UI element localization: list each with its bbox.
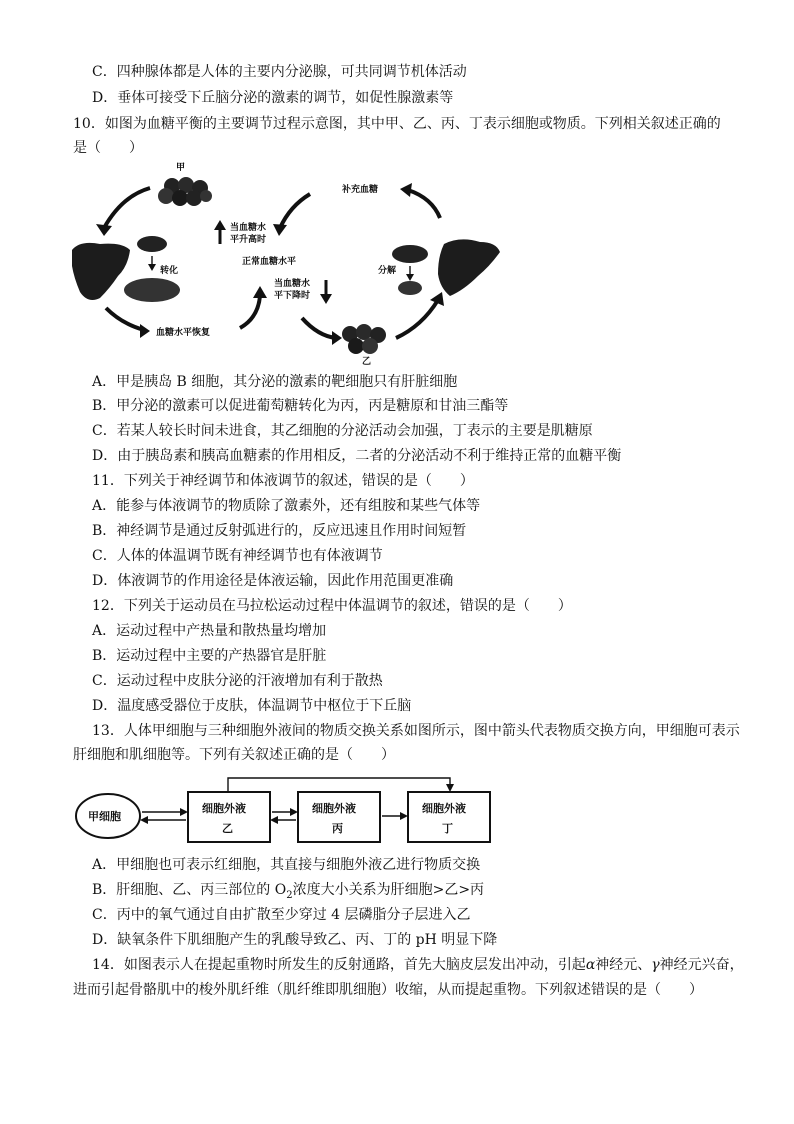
label-rise-1: 当血糖水: [230, 223, 267, 233]
fluid-yi-label-1: 细胞外液: [202, 802, 246, 815]
fluid-ding-label-1: 细胞外液: [422, 802, 466, 815]
q9-option-d: D．垂体可接受下丘脑分泌的激素的调节，如促性腺激素等: [92, 90, 454, 106]
q10-option-a: A．甲是胰岛 B 细胞，其分泌的激素的靶细胞只有肝脏细胞: [92, 374, 458, 390]
q10-option-d: D．由于胰岛素和胰高血糖素的作用相反，二者的分泌活动不利于维持正常的血糖平衡: [92, 448, 622, 464]
q11-option-c: C．人体的体温调节既有神经调节也有体液调节: [92, 548, 383, 564]
label-supplement: 补充血糖: [342, 185, 379, 195]
arrow-recover-to-normal: [240, 296, 260, 328]
q13-option-d: D．缺氧条件下肌细胞产生的乳酸导致乙、丙、丁的 pH 明显下降: [92, 932, 498, 948]
yi-cells-icon: [342, 324, 386, 354]
q10-stem-end: 是（ ）: [73, 140, 143, 156]
jia-cells-icon: [158, 177, 212, 206]
gamma-symbol: γ: [651, 957, 660, 973]
q14-stem-post: 神经元兴奋，: [659, 957, 744, 973]
q10-option-c: C．若某人较长时间未进食，其乙细胞的分泌活动会加强，丁表示的主要是肌糖原: [92, 423, 593, 439]
arrow-liver-to-supplement: [408, 190, 440, 218]
label-fall-1: 当血糖水: [274, 279, 311, 289]
q12-option-a: A．运动过程中产热量和散热量均增加: [92, 623, 327, 639]
arrow-supplement-to-jia: [280, 194, 310, 228]
q11-option-b: B．神经调节是通过反射弧进行的，反应迅速且作用时间短暂: [92, 523, 467, 539]
q13-option-a: A．甲细胞也可表示红细胞，其直接与细胞外液乙进行物质交换: [92, 857, 481, 873]
q13-stem: 13．人体甲细胞与三种细胞外液间的物质交换关系如图所示，图中箭头代表物质交换方向，甲细胞可表示: [92, 723, 740, 739]
q13-option-b-post: 浓度大小关系为肝细胞>乙>丙: [292, 882, 485, 898]
glycogen-oval-right: [392, 245, 428, 263]
label-decompose: 分解: [378, 266, 397, 276]
q12-option-c: C．运动过程中皮肤分泌的汗液增加有利于散热: [92, 673, 383, 689]
glycogen-oval-left: [124, 278, 180, 302]
label-rise-2: 平升高时: [230, 235, 267, 245]
q9-option-c: C．四种腺体都是人体的主要内分泌腺，可共同调节机体活动: [92, 64, 467, 80]
q12-option-b: B．运动过程中主要的产热器官是肝脏: [92, 648, 327, 664]
fluid-bing-label-2: 丙: [332, 822, 343, 835]
liver-left-icon: [72, 243, 130, 300]
liver-right-icon: [438, 239, 500, 296]
glucose-oval-top-left: [137, 236, 167, 252]
arrow-liver-to-recover: [106, 308, 144, 330]
label-recover: 血糖水平恢复: [156, 328, 211, 338]
q14-stem-pre: 14．如图表示人在提起重物时所发生的反射通路，首先大脑皮层发出冲动，引起: [92, 957, 586, 973]
label-yi: 乙: [362, 357, 372, 367]
label-jia: 甲: [176, 163, 186, 173]
q11-option-a: A．能参与体液调节的物质除了激素外，还有组胺和某些气体等: [92, 498, 481, 514]
q12-option-d: D．温度感受器位于皮肤，体温调节中枢位于下丘脑: [92, 698, 412, 714]
q13-option-c: C．丙中的氧气通过自由扩散至少穿过 4 层磷脂分子层进入乙: [92, 907, 471, 923]
label-convert: 转化: [160, 266, 179, 276]
blood-sugar-diagram: [60, 158, 520, 368]
q13-option-b-pre: B．肝细胞、乙、丙三部位的 O: [92, 882, 287, 898]
q12-stem: 12．下列关于运动员在马拉松运动过程中体温调节的叙述，错误的是（ ）: [92, 598, 572, 614]
label-normal: 正常血糖水平: [242, 257, 297, 267]
arrow-normal-to-yi: [302, 318, 336, 338]
fluid-yi-label-2: 乙: [222, 822, 233, 835]
fluid-bing-label-1: 细胞外液: [312, 802, 356, 815]
q14-stem-end: 进而引起骨骼肌中的梭外肌纤维（肌纤维即肌细胞）收缩，从而提起重物。下列叙述错误的是（ ）: [73, 982, 703, 998]
q11-option-d: D．体液调节的作用途径是体液运输，因此作用范围更准确: [92, 573, 454, 589]
label-fall-2: 平下降时: [274, 291, 311, 301]
q13-stem-end: 肝细胞和肌细胞等。下列有关叙述正确的是（ ）: [73, 747, 395, 763]
glucose-oval-right: [398, 281, 422, 295]
q14-stem-mid: 神经元、: [595, 957, 652, 973]
q10-option-b: B．甲分泌的激素可以促进葡萄糖转化为丙，丙是糖原和甘油三酯等: [92, 398, 509, 414]
q13-option-b-sub: 2: [286, 889, 293, 901]
arrow-yi-to-liver: [396, 300, 438, 338]
q11-stem: 11．下列关于神经调节和体液调节的叙述，错误的是（ ）: [92, 473, 474, 489]
fluid-ding-label-2: 丁: [442, 822, 453, 835]
jia-cell-label: 甲细胞: [88, 810, 121, 823]
fluid-exchange-diagram: [72, 772, 492, 852]
alpha-symbol: α: [585, 957, 596, 973]
q13-option-b: [92, 880, 484, 906]
q10-stem: 10．如图为血糖平衡的主要调节过程示意图，其中甲、乙、丙、丁表示细胞或物质。下列相关叙述正确的: [73, 116, 721, 132]
q14-stem: [92, 955, 744, 975]
arrow-jia-to-liver: [104, 188, 150, 228]
